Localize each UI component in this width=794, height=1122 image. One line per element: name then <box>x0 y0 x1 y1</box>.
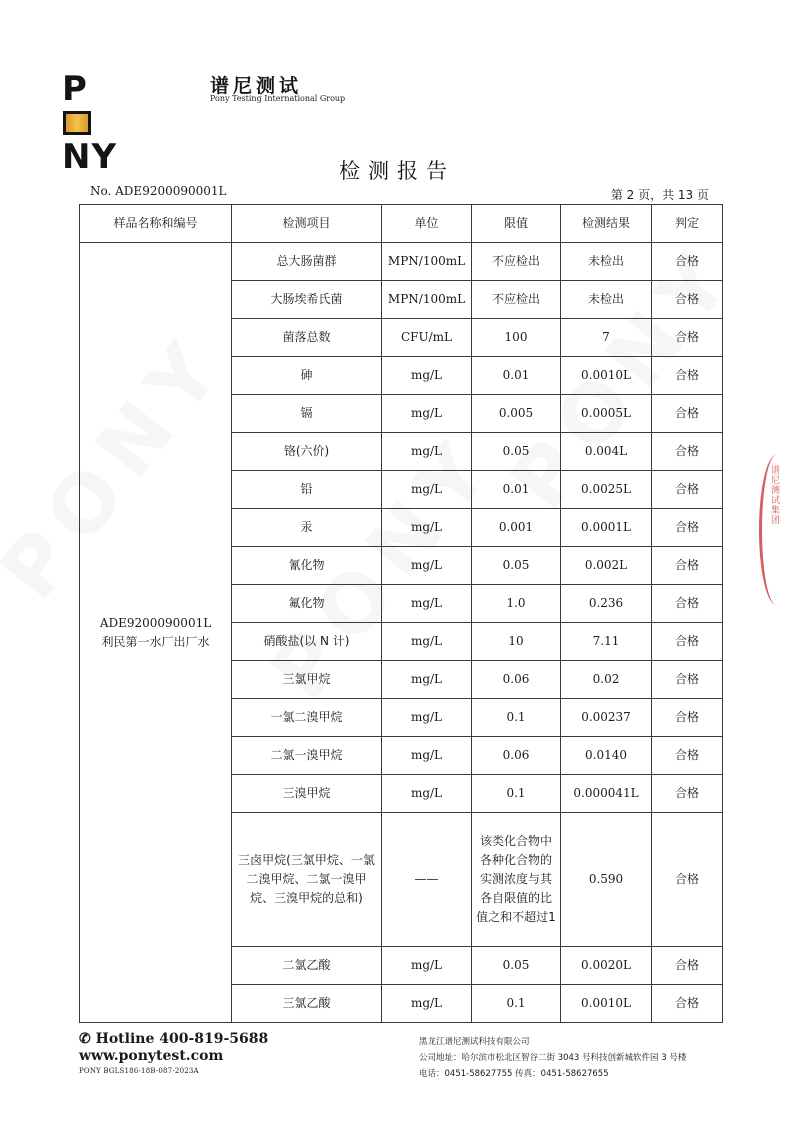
phone-icon: ✆ <box>79 1031 96 1047</box>
result-cell: 7 <box>561 319 652 357</box>
item-cell: 硝酸盐(以 N 计) <box>232 623 382 661</box>
unit-cell: mg/L <box>382 547 472 585</box>
limit-cell: 0.05 <box>472 433 561 471</box>
result-cell: 7.11 <box>561 623 652 661</box>
result-cell: 0.236 <box>561 585 652 623</box>
verdict-cell: 合格 <box>652 433 723 471</box>
header-sample: 样品名称和编号 <box>80 205 232 243</box>
limit-cell: 0.1 <box>472 699 561 737</box>
header-item: 检测项目 <box>232 205 382 243</box>
item-cell: 二氯一溴甲烷 <box>232 737 382 775</box>
result-cell: 0.0010L <box>561 985 652 1023</box>
result-cell: 0.590 <box>561 813 652 947</box>
company-name-en: Pony Testing International Group <box>210 94 346 103</box>
footer-company-name: 黑龙江谱尼测试科技有限公司 <box>419 1037 530 1047</box>
sample-name: 利民第一水厂出厂水 <box>101 634 210 649</box>
result-cell: 0.0010L <box>561 357 652 395</box>
unit-cell: MPN/100mL <box>382 281 472 319</box>
report-number: No. ADE9200090001L <box>90 184 227 198</box>
unit-cell: mg/L <box>382 471 472 509</box>
limit-cell: 该类化合物中各种化合物的实测浓度与其各自限值的比值之和不超过1 <box>472 813 561 947</box>
result-cell: 0.00237 <box>561 699 652 737</box>
item-cell: 三卤甲烷(三氯甲烷、一氯二溴甲烷、二氯一溴甲烷、三溴甲烷的总和) <box>232 813 382 947</box>
verdict-cell: 合格 <box>652 319 723 357</box>
result-cell: 0.002L <box>561 547 652 585</box>
limit-cell: 0.01 <box>472 357 561 395</box>
limit-cell: 0.05 <box>472 547 561 585</box>
unit-cell: CFU/mL <box>382 319 472 357</box>
unit-cell: mg/L <box>382 623 472 661</box>
report-title: 检测报告 <box>339 159 455 183</box>
result-cell: 0.0001L <box>561 509 652 547</box>
results-table <box>79 204 723 1023</box>
result-cell: 0.0005L <box>561 395 652 433</box>
sample-cell <box>80 243 232 1023</box>
header-unit: 单位 <box>382 205 472 243</box>
company-name-cn: 谱尼测试 <box>210 75 303 97</box>
footer-phone: 电话：0451-58627755 传真：0451-58627655 <box>419 1069 609 1079</box>
unit-cell: mg/L <box>382 775 472 813</box>
logo-o-box-icon <box>63 111 91 135</box>
unit-cell: mg/L <box>382 737 472 775</box>
verdict-cell: 合格 <box>652 395 723 433</box>
unit-cell: mg/L <box>382 985 472 1023</box>
item-cell: 氟化物 <box>232 585 382 623</box>
page-info: 第 2 页，共 13 页 <box>610 188 709 202</box>
header-result: 检测结果 <box>561 205 652 243</box>
limit-cell: 100 <box>472 319 561 357</box>
verdict-cell: 合格 <box>652 985 723 1023</box>
limit-cell: 0.005 <box>472 395 561 433</box>
table-header-row <box>80 205 723 243</box>
item-cell: 汞 <box>232 509 382 547</box>
result-cell: 0.004L <box>561 433 652 471</box>
footer-address: 公司地址：哈尔滨市松北区智谷二街 3043 号科技创新城软件园 3 号楼 <box>419 1053 687 1063</box>
verdict-cell: 合格 <box>652 813 723 947</box>
limit-cell: 0.06 <box>472 737 561 775</box>
result-cell: 0.0025L <box>561 471 652 509</box>
verdict-cell: 合格 <box>652 585 723 623</box>
header-limit: 限值 <box>472 205 561 243</box>
unit-cell: mg/L <box>382 509 472 547</box>
item-cell: 三溴甲烷 <box>232 775 382 813</box>
limit-cell: 10 <box>472 623 561 661</box>
unit-cell: MPN/100mL <box>382 243 472 281</box>
unit-cell: mg/L <box>382 357 472 395</box>
item-cell: 镉 <box>232 395 382 433</box>
limit-cell: 不应检出 <box>472 281 561 319</box>
verdict-cell: 合格 <box>652 547 723 585</box>
footer-company-info <box>419 1034 686 1082</box>
unit-cell: mg/L <box>382 947 472 985</box>
hotline: ✆ Hotline 400-819-5688 <box>79 1031 269 1047</box>
verdict-cell: 合格 <box>652 661 723 699</box>
table-row <box>80 243 723 281</box>
limit-cell: 0.1 <box>472 775 561 813</box>
limit-cell: 0.01 <box>472 471 561 509</box>
verdict-cell: 合格 <box>652 699 723 737</box>
item-cell: 氰化物 <box>232 547 382 585</box>
item-cell: 二氯乙酸 <box>232 947 382 985</box>
verdict-cell: 合格 <box>652 471 723 509</box>
unit-cell: mg/L <box>382 585 472 623</box>
limit-cell: 0.05 <box>472 947 561 985</box>
result-cell: 未检出 <box>561 243 652 281</box>
logo-wordmark: PNY <box>62 69 118 177</box>
limit-cell: 0.06 <box>472 661 561 699</box>
seal-text: 谱尼测试集团 <box>769 465 779 525</box>
unit-cell: mg/L <box>382 395 472 433</box>
limit-cell: 1.0 <box>472 585 561 623</box>
verdict-cell: 合格 <box>652 947 723 985</box>
item-cell: 一氯二溴甲烷 <box>232 699 382 737</box>
sample-id: ADE9200090001L <box>99 615 212 630</box>
item-cell: 总大肠菌群 <box>232 243 382 281</box>
result-cell: 0.0020L <box>561 947 652 985</box>
limit-cell: 0.001 <box>472 509 561 547</box>
result-cell: 未检出 <box>561 281 652 319</box>
result-cell: 0.02 <box>561 661 652 699</box>
item-cell: 砷 <box>232 357 382 395</box>
limit-cell: 0.1 <box>472 985 561 1023</box>
verdict-cell: 合格 <box>652 775 723 813</box>
verdict-cell: 合格 <box>652 737 723 775</box>
item-cell: 三氯甲烷 <box>232 661 382 699</box>
unit-cell: mg/L <box>382 699 472 737</box>
item-cell: 铬(六价) <box>232 433 382 471</box>
header-verdict: 判定 <box>652 205 723 243</box>
verdict-cell: 合格 <box>652 623 723 661</box>
item-cell: 大肠埃希氏菌 <box>232 281 382 319</box>
item-cell: 三氯乙酸 <box>232 985 382 1023</box>
form-number: PONY BGLS186-18B-087-2023A <box>79 1067 199 1075</box>
verdict-cell: 合格 <box>652 509 723 547</box>
verdict-cell: 合格 <box>652 243 723 281</box>
result-cell: 0.000041L <box>561 775 652 813</box>
result-cell: 0.0140 <box>561 737 652 775</box>
unit-cell: mg/L <box>382 661 472 699</box>
unit-cell: mg/L <box>382 433 472 471</box>
red-seal-stamp <box>759 455 788 605</box>
website-link[interactable]: www.ponytest.com <box>79 1048 224 1064</box>
verdict-cell: 合格 <box>652 281 723 319</box>
unit-cell: —— <box>382 813 472 947</box>
verdict-cell: 合格 <box>652 357 723 395</box>
item-cell: 铅 <box>232 471 382 509</box>
item-cell: 菌落总数 <box>232 319 382 357</box>
limit-cell: 不应检出 <box>472 243 561 281</box>
footer-contact <box>79 1031 268 1075</box>
